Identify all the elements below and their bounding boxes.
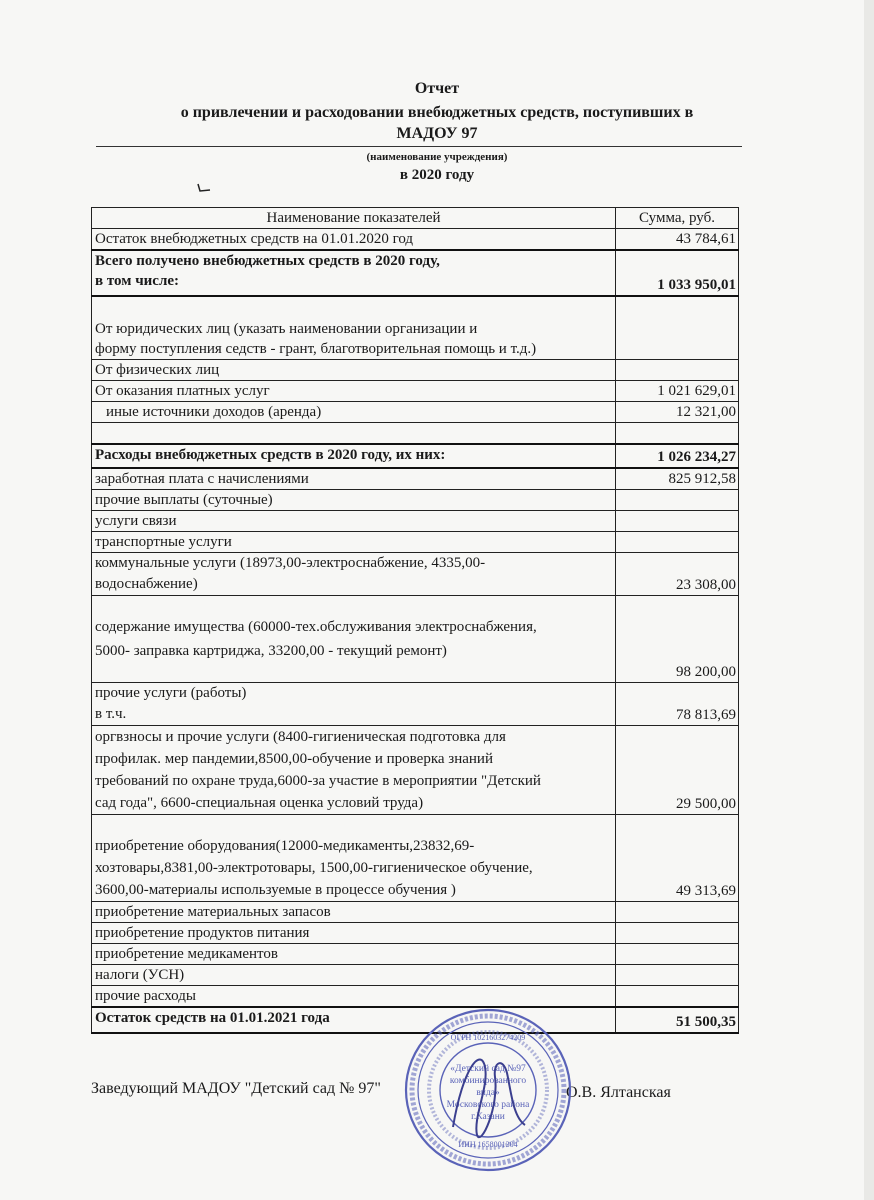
row-amount: 12 321,00 (616, 402, 739, 423)
table-row (92, 381, 739, 402)
row-amount (616, 923, 739, 944)
row-label-line: 3600,00-материалы используемые в процессе обучения ) (95, 882, 456, 898)
row-amount (616, 296, 739, 360)
table-row (92, 923, 739, 944)
row-amount (616, 511, 739, 532)
row-label-line: От юридических лиц (указать наименовании организации и (95, 321, 478, 337)
report-table (91, 207, 739, 1034)
row-label: прочие расходы (92, 986, 616, 1008)
table-row (92, 511, 739, 532)
row-label: приобретение продуктов питания (92, 923, 616, 944)
table-row (92, 965, 739, 986)
row-amount (616, 490, 739, 511)
row-label-line: требований по охране труда,6000-за участие в мероприятии "Детский (95, 773, 541, 789)
row-label: транспортные услуги (92, 532, 616, 553)
row-label-line: в том числе: (95, 273, 180, 289)
column-header-name: Наименование показателей (92, 208, 616, 229)
row-label (92, 726, 616, 815)
row-amount: 825 912,58 (616, 468, 739, 490)
row-amount: 1 021 629,01 (616, 381, 739, 402)
table-header-row (92, 208, 739, 229)
row-label: иные источники доходов (аренда) (92, 402, 616, 423)
row-amount (616, 360, 739, 381)
row-label-line: водоснабжение) (95, 576, 198, 592)
row-amount: 98 200,00 (616, 596, 739, 683)
row-amount: 1 026 234,27 (616, 444, 739, 468)
row-amount (616, 532, 739, 553)
row-amount (616, 986, 739, 1008)
row-label (92, 296, 616, 360)
table-row (92, 229, 739, 251)
row-label: услуги связи (92, 511, 616, 532)
row-label: От оказания платных услуг (92, 381, 616, 402)
row-label-line: сад года", 6600-специальная оценка условий труда) (95, 795, 424, 811)
row-label (92, 683, 616, 726)
table-row (92, 423, 739, 445)
column-header-amount: Сумма, руб. (616, 208, 739, 229)
institution-caption: (наименование учреждения) (366, 151, 508, 163)
row-label: приобретение медикаментов (92, 944, 616, 965)
table-row (92, 553, 739, 596)
row-amount: 1 033 950,01 (616, 250, 739, 296)
row-label-line: Всего получено внебюджетных средств в 2020 году, (95, 253, 440, 269)
row-label-line: 5000- заправка картриджа, 33200,00 - текущий ремонт) (95, 643, 447, 659)
table-row (92, 250, 739, 296)
table-row (92, 402, 739, 423)
institution-underline (96, 146, 742, 147)
row-label: приобретение материальных запасов (92, 902, 616, 923)
table-row (92, 360, 739, 381)
row-amount (616, 944, 739, 965)
row-label: Остаток средств на 01.01.2021 года (92, 1007, 616, 1033)
table-row (92, 986, 739, 1008)
row-amount: 43 784,61 (616, 229, 739, 251)
row-label (92, 553, 616, 596)
report-year: в 2020 году (399, 167, 475, 183)
report-subtitle: о привлечении и расходовании внебюджетных средств, поступивших в (180, 104, 694, 121)
table-row (92, 944, 739, 965)
table-row (92, 902, 739, 923)
table-row (92, 490, 739, 511)
stamp-center-line: Московского района (446, 1100, 530, 1110)
table-row (92, 444, 739, 468)
table-row (92, 683, 739, 726)
report-title: Отчет (414, 80, 460, 97)
row-amount (616, 423, 739, 445)
row-label-line: коммунальные услуги (18973,00-электроснабжение, 4335,00- (95, 555, 486, 571)
row-label: Расходы внебюджетных средств в 2020 году, их них: (92, 444, 616, 468)
row-amount (616, 965, 739, 986)
row-label-line: хозтовары,8381,00-электротовары, 1500,00-гигиеническое обучение, (95, 860, 533, 876)
row-label (92, 423, 616, 445)
row-amount (616, 902, 739, 923)
stamp-ogrn: ОГРН 1021603274209 (450, 1033, 526, 1042)
official-stamp (403, 1007, 573, 1173)
table-row (92, 726, 739, 815)
table-row (92, 596, 739, 683)
row-label: Остаток внебюджетных средств на 01.01.2020 год (92, 229, 616, 251)
row-amount: 51 500,35 (616, 1007, 739, 1033)
row-label-line: приобретение оборудования(12000-медикаменты,23832,69- (95, 838, 475, 854)
signatory-name: О.В. Ялтанская (566, 1084, 671, 1101)
institution-name: МАДОУ 97 (396, 125, 478, 142)
table-row (92, 468, 739, 490)
stamp-center-line: г.Казани (471, 1112, 505, 1122)
stamp-center-line: «Детский сад №97 (450, 1064, 526, 1074)
row-label: заработная плата с начислениями (92, 468, 616, 490)
row-amount: 23 308,00 (616, 553, 739, 596)
table-row (92, 532, 739, 553)
row-label: прочие выплаты (суточные) (92, 490, 616, 511)
ink-mark (196, 182, 216, 194)
row-label (92, 250, 616, 296)
row-amount: 78 813,69 (616, 683, 739, 726)
signatory-position: Заведующий МАДОУ "Детский сад № 97" (91, 1080, 381, 1097)
row-label (92, 596, 616, 683)
row-label: От физических лиц (92, 360, 616, 381)
table-row (92, 815, 739, 902)
table-row (92, 296, 739, 360)
row-label-line: профилак. мер пандемии,8500,00-обучение и проверка знаний (95, 751, 493, 767)
row-amount: 29 500,00 (616, 726, 739, 815)
row-label: налоги (УСН) (92, 965, 616, 986)
row-amount: 49 313,69 (616, 815, 739, 902)
stamp-center-line: вида» (476, 1088, 500, 1098)
row-label (92, 815, 616, 902)
row-label-line: оргвзносы и прочие услуги (8400-гигиеническая подготовка для (95, 729, 506, 745)
stamp-inn: ИНН 1658001304 (458, 1140, 518, 1149)
row-label-line: прочие услуги (работы) (95, 685, 247, 701)
row-label-line: содержание имущества (60000-тех.обслуживания электроснабжения, (95, 619, 537, 635)
row-label-line: форму поступления седств - грант, благотворительная помощь и т.д.) (95, 341, 537, 357)
stamp-center-line: комбинированного (449, 1076, 527, 1086)
row-label-line: в т.ч. (95, 706, 127, 722)
